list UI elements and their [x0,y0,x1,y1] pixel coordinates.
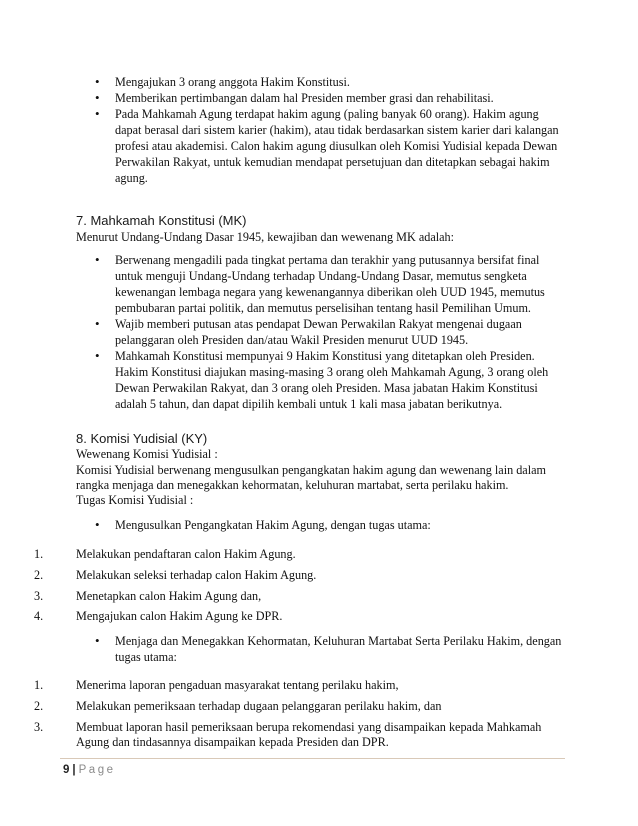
list-item: • Menjaga dan Menegakkan Kehormatan, Keluhuran Martabat Serta Perilaku Hakim, dengan tugas utama: [95,633,562,664]
numbered-item: 4. Mengajukan calon Hakim Agung ke DPR. [34,609,283,623]
list-item: • Mengajukan 3 orang anggota Hakim Konstitusi. [95,74,350,89]
numbered-item: 1. Menerima laporan pengaduan masyarakat tentang perilaku hakim, [34,678,399,692]
bullet-icon: • [95,90,100,105]
list-item: • Pada Mahkamah Agung terdapat hakim agung (paling banyak 60 orang). Hakim agung dapat berasal dari sistem karier (hakim), atau tidak berdasarkan sistem karier dari kalangan profesi atau akademisi. Calon hakim agung diusulkan oleh Komisi Yudisial kepada Dewan Perwakilan Rakyat, untuk kemudian mendapat persetujuan dan ditetapkan sebagai hakim agung. [95,106,559,185]
numbered-item: 2. Melakukan seleksi terhadap calon Hakim Agung. [34,568,317,582]
numbered-item: 3. Menetapkan calon Hakim Agung dan, [34,589,262,603]
list-item: • Mahkamah Konstitusi mempunyai 9 Hakim Konstitusi yang ditetapkan oleh Presiden. Hakim Konstitusi diajukan masing-masing 3 orang oleh Mahkamah Agung, 3 orang oleh Dewan Perwakilan Rakyat, dan 3 orang oleh Presiden. Masa jabatan Hakim Konstitusi adalah 5 tahun, dan dapat dipilih kembali untuk 1 kali masa jabatan berikutnya. [95,348,549,411]
bullet-icon: • [95,74,100,89]
footer-divider [60,758,565,759]
numbered-item: 2. Melakukan pemeriksaan terhadap dugaan pelanggaran perilaku hakim, dan [34,699,442,713]
list-item: • Memberikan pertimbangan dalam hal Presiden member grasi dan rehabilitasi. [95,90,494,105]
list-item: • Mengusulkan Pengangkatan Hakim Agung, dengan tugas utama: [95,517,431,532]
section-heading: 7. Mahkamah Konstitusi (MK) [76,213,247,228]
wewenang-text: Komisi Yudisial berwenang mengusulkan pengangkatan hakim agung dan wewenang lain dalam rangka menjaga dan menegakkan kehormatan, keluhuran martabat, serta perilaku hakim. [76,463,546,492]
bullet-icon: • [95,252,100,267]
tugas-label: Tugas Komisi Yudisial : [76,493,194,507]
numbered-item: 1. Melakukan pendaftaran calon Hakim Agung. [34,547,296,561]
page-number: 9 [63,764,70,776]
bullet-icon: • [95,633,100,648]
bullet-icon: • [95,106,100,121]
page-label: Page [78,764,116,776]
list-item: • Wajib memberi putusan atas pendapat Dewan Perwakilan Rakyat mengenai dugaan pelanggaran oleh Presiden dan/atau Wakil Presiden menurut UUD 1945. [95,316,522,347]
section-heading: 8. Komisi Yudisial (KY) [76,431,208,446]
numbered-item: 3. Membuat laporan hasil pemeriksaan berupa rekomendasi yang disampaikan kepada Mahkamah Agung dan tindasannya disampaikan kepada Presiden dan DPR. [34,720,542,749]
wewenang-label: Wewenang Komisi Yudisial : [76,447,218,461]
bullet-icon: • [95,517,100,532]
bullet-icon: • [95,316,100,331]
bullet-icon: • [95,348,100,363]
list-item: • Berwenang mengadili pada tingkat pertama dan terakhir yang putusannya bersifat final untuk menguji Undang-Undang terhadap Undang-Undang Dasar, memutus sengketa kewenangan lembaga negara yang kewenangannya diberikan oleh UUD 1945, memutus pembubaran partai politik, dan memutus perselisihan tentang hasil Pemilihan Umum. [95,252,545,315]
page-footer [63,764,115,776]
footer-separator: | [72,764,76,776]
section-intro: Menurut Undang-Undang Dasar 1945, kewajiban dan wewenang MK adalah: [76,230,455,244]
